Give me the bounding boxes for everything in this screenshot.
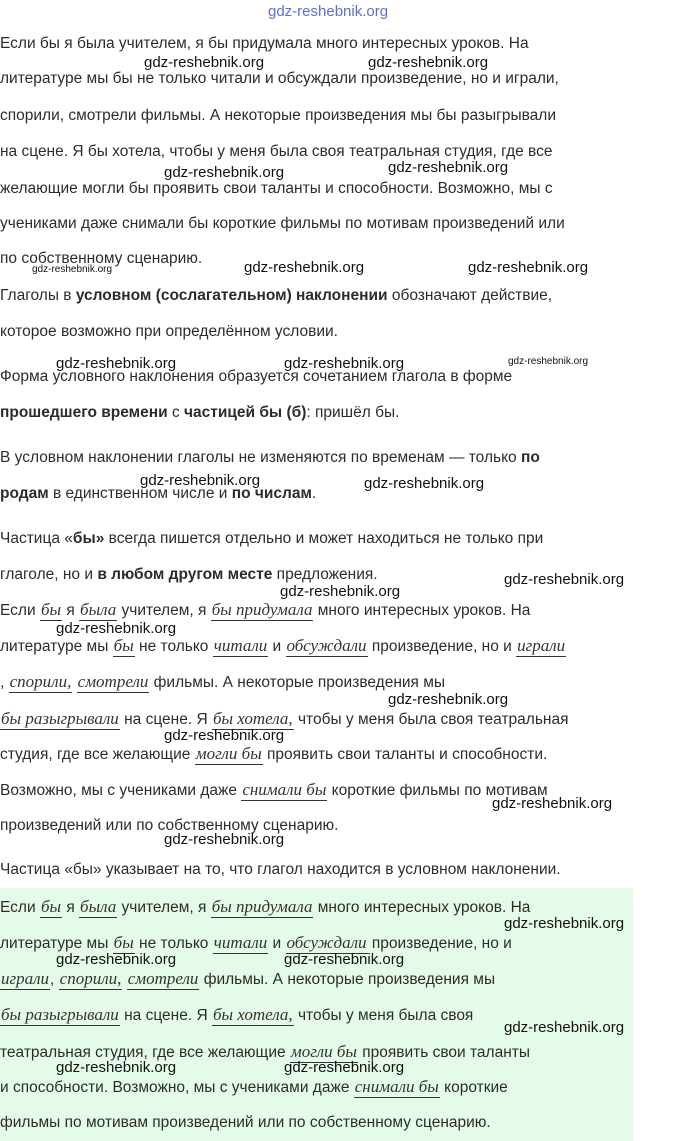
watermark-small: gdz-reshebnik.org	[32, 264, 113, 275]
rule5-line: Частица «бы» указывает на то, что глагол находится в условном наклонении.	[0, 861, 561, 878]
underlined-verb: была	[80, 600, 117, 619]
textA-line-5	[0, 745, 547, 764]
textB-frag: произведение, но и	[367, 935, 512, 952]
rule2-text-e: : пришёл бы.	[306, 404, 400, 421]
rule3-term-chislam: по числам	[231, 485, 312, 502]
textA-frag: литературе мы	[0, 638, 113, 655]
underlined-verb: обсуждали	[286, 933, 367, 952]
textB-frag: и способности. Возможно, мы с учениками даже	[0, 1079, 354, 1096]
underlined-verb: бы хотела,	[212, 709, 293, 728]
rule4-text-a: Частица «	[0, 530, 73, 547]
watermark: gdz-reshebnik.org	[56, 1059, 177, 1076]
para1-line-4: на сцене. Я бы хотела, чтобы у меня была своя театральная студия, где все	[0, 143, 553, 160]
textA-line-2	[0, 637, 566, 656]
underlined-verb: спорили,	[9, 672, 72, 691]
rule4-text-f: предложения.	[272, 566, 378, 583]
textB-frag: ,	[50, 971, 59, 988]
textA-line-4	[0, 710, 569, 729]
watermark: gdz-reshebnik.org	[284, 1059, 405, 1076]
textB-line-3	[0, 970, 495, 989]
textB-frag: не только	[134, 935, 213, 952]
textB-frag: театральная студия, где все желающие	[0, 1044, 290, 1061]
textB-line-4	[0, 1006, 473, 1025]
textB-frag: на сцене. Я	[119, 1007, 212, 1024]
textB-line-1	[0, 898, 530, 917]
watermark: gdz-reshebnik.org	[56, 355, 177, 372]
textA-frag: фильмы. А некоторые произведения мы	[149, 674, 446, 691]
watermark: gdz-reshebnik.org	[468, 259, 589, 276]
rule3-line-1	[0, 449, 540, 467]
watermark: gdz-reshebnik.org	[280, 583, 401, 600]
textA-line-7: произведений или по собственному сценарию.	[0, 817, 339, 834]
para1-line-1: Если бы я была учителем, я бы придумала много интересных уроков. На	[0, 35, 529, 52]
watermark: gdz-reshebnik.org	[164, 164, 285, 181]
textB-frag: учителем, я	[117, 899, 211, 916]
watermark: gdz-reshebnik.org	[492, 795, 613, 812]
watermark: gdz-reshebnik.org	[284, 951, 405, 968]
para1-line-3: спорили, смотрели фильмы. А некоторые произведения мы бы разыгрывали	[0, 107, 556, 124]
watermark: gdz-reshebnik.org	[140, 472, 261, 489]
rule4-text-c: всегда пишется отдельно и может находиться не только при	[104, 530, 544, 547]
textA-frag: не только	[134, 638, 213, 655]
underlined-verb: бы разыгрывали	[1, 709, 119, 728]
watermark: gdz-reshebnik.org	[144, 54, 265, 71]
underlined-verb: бы	[40, 600, 62, 619]
underlined-verb: бы	[113, 636, 134, 655]
watermark-top: gdz-reshebnik.org	[268, 3, 389, 20]
textB-frag: и	[268, 935, 286, 952]
underlined-verb: бы хотела,	[212, 1005, 293, 1024]
rule3-term-rodam: родам	[0, 485, 49, 502]
textA-frag: чтобы у меня была своя театральная	[293, 711, 569, 728]
textB-frag: много интересных уроков. На	[313, 899, 531, 916]
para1-line-5: желающие могли бы проявить свои таланты и способности. Возможно, мы с	[0, 180, 553, 197]
watermark: gdz-reshebnik.org	[244, 259, 365, 276]
textB-frag: Если	[0, 899, 40, 916]
underlined-verb: читали	[213, 933, 268, 952]
para1-line-7: по собственному сценарию.	[0, 250, 203, 267]
rule3-text-f: .	[311, 485, 317, 502]
textA-line-6	[0, 781, 548, 800]
rule2-line-1: Форма условного наклонения образуется сочетанием глагола в форме	[0, 368, 513, 385]
underlined-verb: бы придумала	[211, 897, 313, 916]
textA-frag: Возможно, мы с учениками даже	[0, 782, 242, 799]
textA-frag: и	[268, 638, 286, 655]
rule1-text-c: обозначают действие,	[387, 287, 553, 304]
rule4-text-d: глаголе, но и	[0, 566, 98, 583]
underlined-verb: играли	[517, 636, 566, 655]
underlined-verb: бы	[40, 897, 62, 916]
rule4-term-place: в любом другом месте	[97, 566, 273, 583]
rule2-term-past: прошедшего времени	[0, 404, 168, 421]
textA-frag	[72, 674, 76, 691]
para1-line-6: учениками даже снимали бы короткие фильмы по мотивам произведений или	[0, 215, 565, 232]
watermark: gdz-reshebnik.org	[284, 355, 405, 372]
textB-line-6	[0, 1078, 508, 1097]
rule3-text-a: В условном наклонении глаголы не изменяются по временам — только	[0, 449, 521, 466]
underlined-verb: бы	[113, 933, 134, 952]
underlined-verb: снимали бы	[354, 1077, 439, 1096]
textA-frag: проявить свои таланты и способности.	[262, 746, 548, 763]
textA-line-3	[0, 673, 445, 692]
underlined-verb: могли бы	[195, 744, 262, 763]
para1-line-2: литературе мы бы не только читали и обсуждали произведение, но и играли,	[0, 70, 559, 87]
underlined-verb: обсуждали	[286, 636, 367, 655]
rule4-term-by: бы»	[72, 530, 105, 547]
rule2-text-c: с	[167, 404, 185, 421]
rule4-line-1	[0, 530, 543, 548]
textA-frag: короткие фильмы по мотивам	[327, 782, 548, 799]
watermark: gdz-reshebnik.org	[388, 691, 509, 708]
rule4-line-2	[0, 566, 378, 584]
watermark-small: gdz-reshebnik.org	[508, 356, 589, 367]
rule3-term-po: по	[520, 449, 540, 466]
underlined-verb: играли	[1, 969, 50, 988]
watermark: gdz-reshebnik.org	[388, 159, 509, 176]
underlined-verb: могли бы	[290, 1042, 357, 1061]
watermark: gdz-reshebnik.org	[364, 475, 485, 492]
textA-frag: ,	[0, 674, 9, 691]
watermark: gdz-reshebnik.org	[504, 1019, 625, 1036]
underlined-verb: смотрели	[127, 969, 199, 988]
rule1-text-a: Глаголы в	[0, 287, 76, 304]
rule3-text-d: в единственном числе и	[48, 485, 232, 502]
underlined-verb: спорили,	[59, 969, 122, 988]
watermark: gdz-reshebnik.org	[164, 831, 285, 848]
textB-frag: проявить свои таланты	[357, 1044, 531, 1061]
textB-line-7: фильмы по мотивам произведений или по собственному сценарию.	[0, 1114, 491, 1131]
underlined-verb: снимали бы	[242, 780, 327, 799]
rule1-line-1	[0, 287, 552, 305]
textB-frag: чтобы у меня была своя	[293, 1007, 474, 1024]
watermark: gdz-reshebnik.org	[504, 571, 625, 588]
underlined-verb: бы придумала	[211, 600, 313, 619]
textA-frag: учителем, я	[117, 602, 211, 619]
textA-line-1	[0, 601, 530, 620]
textA-frag: я	[62, 602, 80, 619]
underlined-verb: была	[80, 897, 117, 916]
textB-frag: литературе мы	[0, 935, 113, 952]
textB-frag: фильмы. А некоторые произведения мы	[199, 971, 496, 988]
rule1-line-2: которое возможно при определённом условии.	[0, 323, 338, 340]
textA-frag: произведение, но и	[367, 638, 517, 655]
underlined-verb: смотрели	[77, 672, 149, 691]
rule2-line-2	[0, 404, 399, 422]
rule1-term: условном (сослагательном) наклонении	[75, 287, 388, 304]
watermark: gdz-reshebnik.org	[164, 727, 285, 744]
textB-frag: короткие	[439, 1079, 508, 1096]
textA-frag: Если	[0, 602, 40, 619]
underlined-verb: читали	[213, 636, 268, 655]
watermark: gdz-reshebnik.org	[56, 620, 177, 637]
watermark: gdz-reshebnik.org	[504, 915, 625, 932]
watermark: gdz-reshebnik.org	[56, 951, 177, 968]
textA-frag: много интересных уроков. На	[313, 602, 531, 619]
underlined-verb: бы разыгрывали	[1, 1005, 119, 1024]
rule2-term-particle: частицей бы (б)	[184, 404, 307, 421]
watermark: gdz-reshebnik.org	[368, 54, 489, 71]
textB-frag: я	[62, 899, 80, 916]
textA-frag: студия, где все желающие	[0, 746, 195, 763]
textA-frag: на сцене. Я	[119, 711, 212, 728]
